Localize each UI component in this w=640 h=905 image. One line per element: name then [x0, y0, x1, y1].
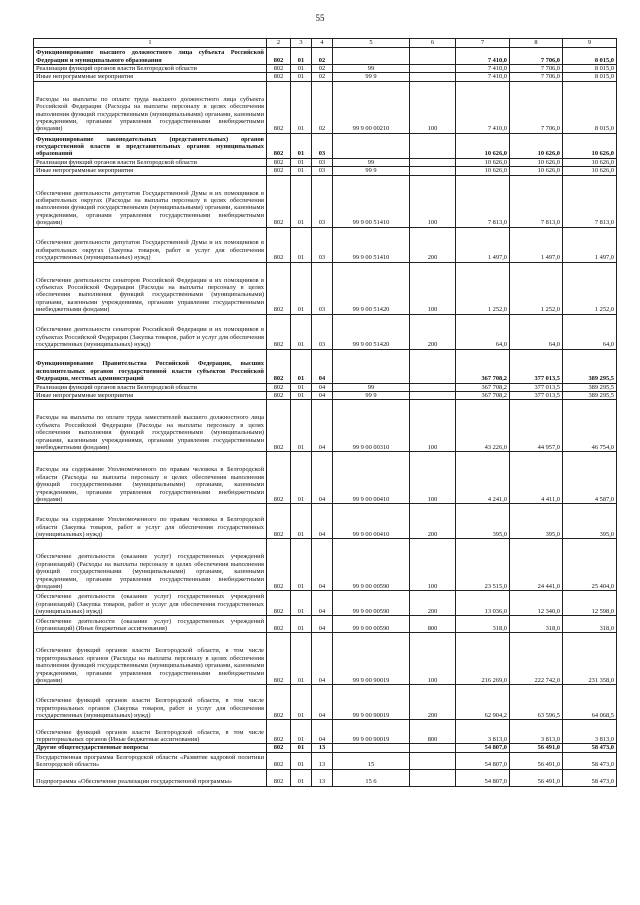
row-amount-year-3: 10 626,0 — [563, 158, 617, 166]
row-expense-type: 100 — [410, 633, 456, 685]
row-expense-type: 200 — [410, 227, 456, 262]
row-target-article: 15 — [333, 752, 410, 769]
row-amount-year-3: 7 813,0 — [563, 175, 617, 227]
row-name: Расходы на выплаты по оплате труда высшего должностного лица субъекта Российской Федерации (Расходы на выплаты персоналу в целях обеспечения выполнения функций государственными (муниципальными) органами, казенными учреждениями, органами управления государственными внебюджетными фондами) — [34, 81, 267, 133]
row-amount-year-3: 12 598,0 — [563, 591, 617, 616]
row-subsection-code: 04 — [312, 685, 333, 720]
row-section-code: 01 — [291, 175, 312, 227]
row-amount-year-2: 377 013,5 — [510, 383, 563, 391]
row-section-code: 01 — [291, 616, 312, 633]
row-ministry-code: 802 — [267, 262, 291, 314]
row-ministry-code: 802 — [267, 175, 291, 227]
row-amount-year-2: 64,0 — [510, 314, 563, 349]
row-ministry-code: 802 — [267, 383, 291, 391]
row-expense-type: 200 — [410, 685, 456, 720]
row-ministry-code: 802 — [267, 48, 291, 65]
row-amount-year-2: 56 491,0 — [510, 752, 563, 769]
row-subsection-code: 02 — [312, 81, 333, 133]
row-section-code: 01 — [291, 133, 312, 158]
row-section-code: 01 — [291, 539, 312, 591]
row-name: Обеспечение функций органов власти Белгородской области, в том числе территориальных органов (Иные бюджетные ассигнования) — [34, 720, 267, 744]
row-expense-type: 200 — [410, 314, 456, 349]
table-row — [34, 633, 617, 685]
row-amount-year-1: 395,0 — [456, 504, 510, 539]
row-section-code: 01 — [291, 81, 312, 133]
row-amount-year-2: 10 626,0 — [510, 133, 563, 158]
row-name: Расходы на содержание Уполномоченного по правам человека в Белгородской области (Закупка товаров, работ и услуг для обеспечения государственных (муниципальных) нужд) — [34, 504, 267, 539]
row-subsection-code: 04 — [312, 720, 333, 744]
row-subsection-code: 04 — [312, 452, 333, 504]
row-subsection-code: 02 — [312, 48, 333, 65]
row-subsection-code: 04 — [312, 616, 333, 633]
row-amount-year-1: 367 708,2 — [456, 383, 510, 391]
row-ministry-code: 802 — [267, 392, 291, 400]
row-section-code: 01 — [291, 504, 312, 539]
row-amount-year-3: 8 015,0 — [563, 48, 617, 65]
row-section-code: 01 — [291, 633, 312, 685]
row-amount-year-1: 62 904,2 — [456, 685, 510, 720]
row-ministry-code: 802 — [267, 452, 291, 504]
row-expense-type: 100 — [410, 175, 456, 227]
row-section-code: 01 — [291, 73, 312, 81]
row-amount-year-2: 7 706,0 — [510, 48, 563, 65]
row-section-code: 01 — [291, 65, 312, 73]
row-section-code: 01 — [291, 392, 312, 400]
row-ministry-code: 802 — [267, 744, 291, 752]
table-row — [34, 65, 617, 73]
row-section-code: 01 — [291, 262, 312, 314]
row-ministry-code: 802 — [267, 158, 291, 166]
row-amount-year-3: 58 473,0 — [563, 752, 617, 769]
table-row — [34, 591, 617, 616]
row-amount-year-1: 10 626,0 — [456, 158, 510, 166]
row-target-article: 99 9 — [333, 392, 410, 400]
table-row — [34, 158, 617, 166]
row-amount-year-2: 7 706,0 — [510, 73, 563, 81]
row-amount-year-1: 1 252,0 — [456, 262, 510, 314]
row-name: Обеспечение деятельности сенаторов Российской Федерации и их помощников в субъектах Российской Федерации (Расходы на выплаты персоналу в целях обеспечения выполнения функций государственными (муниципальными) органами, казенными учреждениями, органами управления государственными внебюджетными фондами) — [34, 262, 267, 314]
row-subsection-code: 04 — [312, 539, 333, 591]
row-amount-year-2: 12 340,0 — [510, 591, 563, 616]
table-row — [34, 400, 617, 452]
row-ministry-code: 802 — [267, 616, 291, 633]
row-name: Иные непрограммные мероприятия — [34, 392, 267, 400]
row-target-article: 99 9 00 00590 — [333, 616, 410, 633]
table-row — [34, 349, 617, 383]
row-amount-year-3: 1 497,0 — [563, 227, 617, 262]
header-col-5: 5 — [333, 39, 410, 48]
row-expense-type: 800 — [410, 720, 456, 744]
row-amount-year-3: 4 587,0 — [563, 452, 617, 504]
header-col-2: 2 — [267, 39, 291, 48]
row-amount-year-3: 1 252,0 — [563, 262, 617, 314]
row-amount-year-1: 7 410,0 — [456, 48, 510, 65]
row-subsection-code: 04 — [312, 591, 333, 616]
row-section-code: 01 — [291, 349, 312, 383]
row-section-code: 01 — [291, 769, 312, 786]
table-row — [34, 616, 617, 633]
row-section-code: 01 — [291, 720, 312, 744]
header-col-7: 7 — [456, 39, 510, 48]
row-amount-year-1: 216 269,0 — [456, 633, 510, 685]
row-name: Расходы на выплаты по оплате труда заместителей высшего должностного лица субъекта Российской Федерации (Расходы на выплаты персоналу в целях обеспечения выполнения функций государственными (муниципальными) органами, казенными учреждениями, органами управления государственными внебюджетными фондами) — [34, 400, 267, 452]
row-amount-year-1: 367 708,2 — [456, 349, 510, 383]
table-row — [34, 752, 617, 769]
row-name: Государственная программа Белгородской области «Развитие кадровой политики Белгородской области» — [34, 752, 267, 769]
row-target-article: 99 9 00 00310 — [333, 400, 410, 452]
row-expense-type — [410, 48, 456, 65]
row-amount-year-1: 7 410,0 — [456, 81, 510, 133]
row-amount-year-2: 395,0 — [510, 504, 563, 539]
row-name: Обеспечение деятельности сенаторов Российской Федерации и их помощников в субъектах Российской Федерации (Закупка товаров, работ и услуг для обеспечения государственных (муниципальных) нужд) — [34, 314, 267, 349]
row-amount-year-1: 7 813,0 — [456, 175, 510, 227]
row-subsection-code: 04 — [312, 383, 333, 391]
table-row — [34, 81, 617, 133]
row-section-code: 01 — [291, 452, 312, 504]
row-target-article — [333, 133, 410, 158]
row-amount-year-3: 231 358,0 — [563, 633, 617, 685]
row-target-article: 99 9 00 51420 — [333, 314, 410, 349]
row-target-article: 99 9 00 51420 — [333, 262, 410, 314]
row-amount-year-3: 389 295,5 — [563, 383, 617, 391]
row-subsection-code: 04 — [312, 504, 333, 539]
row-amount-year-3: 8 015,0 — [563, 81, 617, 133]
row-target-article: 99 9 00 00590 — [333, 591, 410, 616]
row-amount-year-1: 3 813,0 — [456, 720, 510, 744]
row-ministry-code: 802 — [267, 539, 291, 591]
row-expense-type — [410, 752, 456, 769]
row-amount-year-3: 58 473,0 — [563, 744, 617, 752]
row-amount-year-2: 63 596,5 — [510, 685, 563, 720]
row-expense-type: 100 — [410, 539, 456, 591]
row-section-code: 01 — [291, 158, 312, 166]
row-expense-type — [410, 769, 456, 786]
row-subsection-code: 04 — [312, 392, 333, 400]
row-amount-year-1: 1 497,0 — [456, 227, 510, 262]
row-expense-type — [410, 349, 456, 383]
row-subsection-code: 03 — [312, 133, 333, 158]
row-name: Иные непрограммные мероприятия — [34, 73, 267, 81]
row-section-code: 01 — [291, 400, 312, 452]
row-amount-year-3: 58 473,0 — [563, 769, 617, 786]
row-target-article — [333, 48, 410, 65]
table-row — [34, 227, 617, 262]
header-col-3: 3 — [291, 39, 312, 48]
table-row — [34, 539, 617, 591]
row-name: Функционирование Правительства Российской Федерации, высших исполнительных органов государственной власти субъектов Российской Федерации, местных администраций — [34, 349, 267, 383]
row-subsection-code: 13 — [312, 769, 333, 786]
table-row — [34, 685, 617, 720]
row-name: Расходы на содержание Уполномоченного по правам человека в Белгородской области (Расходы на выплаты персоналу в целях обеспечения выполнения функций государственными (муниципальными) органами, казенными учреждениями, органами управления государственными внебюджетными фондами) — [34, 452, 267, 504]
row-name: Реализация функций органов власти Белгородской области — [34, 158, 267, 166]
row-name: Реализация функций органов власти Белгородской области — [34, 65, 267, 73]
row-target-article: 99 9 00 00410 — [333, 452, 410, 504]
row-subsection-code: 03 — [312, 262, 333, 314]
row-ministry-code: 802 — [267, 314, 291, 349]
row-name: Подпрограмма «Обеспечение реализации государственной программы» — [34, 769, 267, 786]
row-amount-year-2: 44 957,0 — [510, 400, 563, 452]
row-name: Иные непрограммные мероприятия — [34, 167, 267, 175]
table-row — [34, 73, 617, 81]
table-row — [34, 392, 617, 400]
row-subsection-code: 04 — [312, 633, 333, 685]
table-row — [34, 720, 617, 744]
row-amount-year-3: 389 295,5 — [563, 392, 617, 400]
row-amount-year-1: 318,0 — [456, 616, 510, 633]
row-amount-year-2: 4 411,0 — [510, 452, 563, 504]
row-target-article: 99 9 00 00590 — [333, 539, 410, 591]
header-col-9: 9 — [563, 39, 617, 48]
table-row — [34, 262, 617, 314]
row-subsection-code: 03 — [312, 167, 333, 175]
row-ministry-code: 802 — [267, 81, 291, 133]
row-subsection-code: 02 — [312, 73, 333, 81]
row-expense-type — [410, 167, 456, 175]
row-expense-type — [410, 65, 456, 73]
column-number-header — [34, 39, 617, 48]
table-row — [34, 769, 617, 786]
row-expense-type — [410, 383, 456, 391]
row-subsection-code: 04 — [312, 400, 333, 452]
header-col-8: 8 — [510, 39, 563, 48]
row-subsection-code: 03 — [312, 314, 333, 349]
row-ministry-code: 802 — [267, 133, 291, 158]
row-amount-year-1: 54 807,0 — [456, 744, 510, 752]
row-amount-year-1: 23 515,0 — [456, 539, 510, 591]
row-section-code: 01 — [291, 591, 312, 616]
row-ministry-code: 802 — [267, 591, 291, 616]
row-name: Обеспечение деятельности (оказание услуг) государственных учреждений (организаций) (Закупка товаров, работ и услуг для обеспечения государственных (муниципальных) нужд) — [34, 591, 267, 616]
row-subsection-code: 03 — [312, 227, 333, 262]
row-target-article — [333, 744, 410, 752]
row-amount-year-3: 46 754,0 — [563, 400, 617, 452]
row-section-code: 01 — [291, 685, 312, 720]
row-ministry-code: 802 — [267, 504, 291, 539]
row-amount-year-3: 3 813,0 — [563, 720, 617, 744]
row-amount-year-2: 3 813,0 — [510, 720, 563, 744]
row-name: Функционирование законодательных (представительных) органов государственной власти и представительных органов муниципальных образований — [34, 133, 267, 158]
row-ministry-code: 802 — [267, 752, 291, 769]
row-section-code: 01 — [291, 744, 312, 752]
row-target-article: 99 9 00 00410 — [333, 504, 410, 539]
table-row — [34, 452, 617, 504]
table-row — [34, 167, 617, 175]
row-section-code: 01 — [291, 383, 312, 391]
row-target-article: 99 9 00 90019 — [333, 720, 410, 744]
row-ministry-code: 802 — [267, 167, 291, 175]
row-name: Обеспечение деятельности депутатов Государственной Думы и их помощников в избирательных округах (Закупка товаров, работ и услуг для обеспечения государственных (муниципальных) нужд) — [34, 227, 267, 262]
row-amount-year-2: 377 013,5 — [510, 392, 563, 400]
row-ministry-code: 802 — [267, 65, 291, 73]
row-ministry-code: 802 — [267, 73, 291, 81]
row-amount-year-3: 10 626,0 — [563, 133, 617, 158]
row-name: Обеспечение функций органов власти Белгородской области, в том числе территориальных органов (Закупка товаров, работ и услуг для обеспечения государственных (муниципальных) нужд) — [34, 685, 267, 720]
row-section-code: 01 — [291, 167, 312, 175]
row-amount-year-1: 10 626,0 — [456, 133, 510, 158]
row-name: Другие общегосударственные вопросы — [34, 744, 267, 752]
row-amount-year-2: 7 706,0 — [510, 81, 563, 133]
row-expense-type: 200 — [410, 591, 456, 616]
row-section-code: 01 — [291, 752, 312, 769]
table-row — [34, 314, 617, 349]
row-target-article: 99 9 00 90019 — [333, 633, 410, 685]
row-amount-year-2: 1 497,0 — [510, 227, 563, 262]
row-target-article: 99 9 — [333, 73, 410, 81]
row-amount-year-1: 64,0 — [456, 314, 510, 349]
row-expense-type — [410, 158, 456, 166]
table-row — [34, 504, 617, 539]
row-section-code: 01 — [291, 227, 312, 262]
row-target-article: 99 9 00 90019 — [333, 685, 410, 720]
row-subsection-code: 04 — [312, 349, 333, 383]
row-ministry-code: 802 — [267, 349, 291, 383]
row-target-article — [333, 349, 410, 383]
row-expense-type: 100 — [410, 452, 456, 504]
row-amount-year-2: 222 742,0 — [510, 633, 563, 685]
row-amount-year-2: 7 706,0 — [510, 65, 563, 73]
row-amount-year-1: 13 036,0 — [456, 591, 510, 616]
row-name: Обеспечение деятельности депутатов Государственной Думы и их помощников в избирательных округах (Расходы на выплаты персоналу в целях обеспечения выполнения функций государственными (муниципальными) органами, казенными учреждениями, органами управления государственными внебюджетными фондами) — [34, 175, 267, 227]
row-expense-type — [410, 133, 456, 158]
row-amount-year-2: 10 626,0 — [510, 158, 563, 166]
table-row — [34, 175, 617, 227]
row-subsection-code: 03 — [312, 175, 333, 227]
row-name: Обеспечение деятельности (оказание услуг) государственных учреждений (организаций) (Расходы на выплаты персоналу в целях обеспечения выполнения функций государственными (муниципальными) органами, казенными учреждениями, органами управления государственными внебюджетными фондами) — [34, 539, 267, 591]
row-amount-year-1: 54 807,0 — [456, 752, 510, 769]
row-name: Функционирование высшего должностного лица субъекта Российской Федерации и муниципального образования — [34, 48, 267, 65]
table-row — [34, 48, 617, 65]
row-amount-year-1: 54 807,0 — [456, 769, 510, 786]
row-section-code: 01 — [291, 48, 312, 65]
table-row — [34, 133, 617, 158]
row-amount-year-3: 25 404,0 — [563, 539, 617, 591]
page-number: 55 — [315, 13, 325, 23]
row-amount-year-2: 377 013,5 — [510, 349, 563, 383]
row-expense-type — [410, 744, 456, 752]
row-target-article: 99 — [333, 65, 410, 73]
row-subsection-code: 02 — [312, 65, 333, 73]
row-amount-year-1: 367 708,2 — [456, 392, 510, 400]
row-amount-year-3: 8 015,0 — [563, 65, 617, 73]
row-amount-year-2: 7 813,0 — [510, 175, 563, 227]
row-target-article: 99 — [333, 383, 410, 391]
row-target-article: 99 9 00 51410 — [333, 227, 410, 262]
row-subsection-code: 13 — [312, 752, 333, 769]
row-amount-year-1: 43 226,0 — [456, 400, 510, 452]
row-ministry-code: 802 — [267, 400, 291, 452]
row-amount-year-2: 56 491,0 — [510, 744, 563, 752]
row-target-article: 99 9 00 00210 — [333, 81, 410, 133]
row-amount-year-3: 395,0 — [563, 504, 617, 539]
row-subsection-code: 03 — [312, 158, 333, 166]
budget-table — [33, 38, 617, 787]
row-amount-year-2: 318,0 — [510, 616, 563, 633]
row-expense-type — [410, 392, 456, 400]
row-ministry-code: 802 — [267, 227, 291, 262]
row-amount-year-1: 10 626,0 — [456, 167, 510, 175]
row-subsection-code: 13 — [312, 744, 333, 752]
row-amount-year-3: 10 626,0 — [563, 167, 617, 175]
row-expense-type: 800 — [410, 616, 456, 633]
row-amount-year-1: 7 410,0 — [456, 65, 510, 73]
row-target-article: 99 9 — [333, 167, 410, 175]
table-row — [34, 383, 617, 391]
row-target-article: 99 9 00 51410 — [333, 175, 410, 227]
header-col-1: 1 — [34, 39, 267, 48]
row-amount-year-2: 10 626,0 — [510, 167, 563, 175]
row-amount-year-2: 24 441,0 — [510, 539, 563, 591]
row-amount-year-2: 56 491,0 — [510, 769, 563, 786]
row-ministry-code: 802 — [267, 769, 291, 786]
table-row — [34, 744, 617, 752]
row-amount-year-3: 389 295,5 — [563, 349, 617, 383]
row-expense-type: 100 — [410, 262, 456, 314]
row-ministry-code: 802 — [267, 633, 291, 685]
row-target-article: 15 6 — [333, 769, 410, 786]
row-expense-type: 200 — [410, 504, 456, 539]
row-expense-type: 100 — [410, 81, 456, 133]
row-ministry-code: 802 — [267, 685, 291, 720]
row-expense-type — [410, 73, 456, 81]
header-col-4: 4 — [312, 39, 333, 48]
row-name: Обеспечение функций органов власти Белгородской области, в том числе территориальных органов (Расходы на выплаты персоналу в целях обеспечения выполнения функций государственными (муниципальными) органами, казенными учреждениями, органами управления государственными внебюджетными фондами) — [34, 633, 267, 685]
row-amount-year-3: 64,0 — [563, 314, 617, 349]
header-col-6: 6 — [410, 39, 456, 48]
row-expense-type: 100 — [410, 400, 456, 452]
row-section-code: 01 — [291, 314, 312, 349]
row-amount-year-1: 7 410,0 — [456, 73, 510, 81]
row-target-article: 99 — [333, 158, 410, 166]
row-amount-year-1: 4 241,0 — [456, 452, 510, 504]
row-name: Реализация функций органов власти Белгородской области — [34, 383, 267, 391]
row-name: Обеспечение деятельности (оказание услуг) государственных учреждений (организаций) (Иные бюджетные ассигнования) — [34, 616, 267, 633]
row-amount-year-3: 64 068,5 — [563, 685, 617, 720]
row-amount-year-2: 1 252,0 — [510, 262, 563, 314]
row-amount-year-3: 8 015,0 — [563, 73, 617, 81]
row-amount-year-3: 318,0 — [563, 616, 617, 633]
row-ministry-code: 802 — [267, 720, 291, 744]
